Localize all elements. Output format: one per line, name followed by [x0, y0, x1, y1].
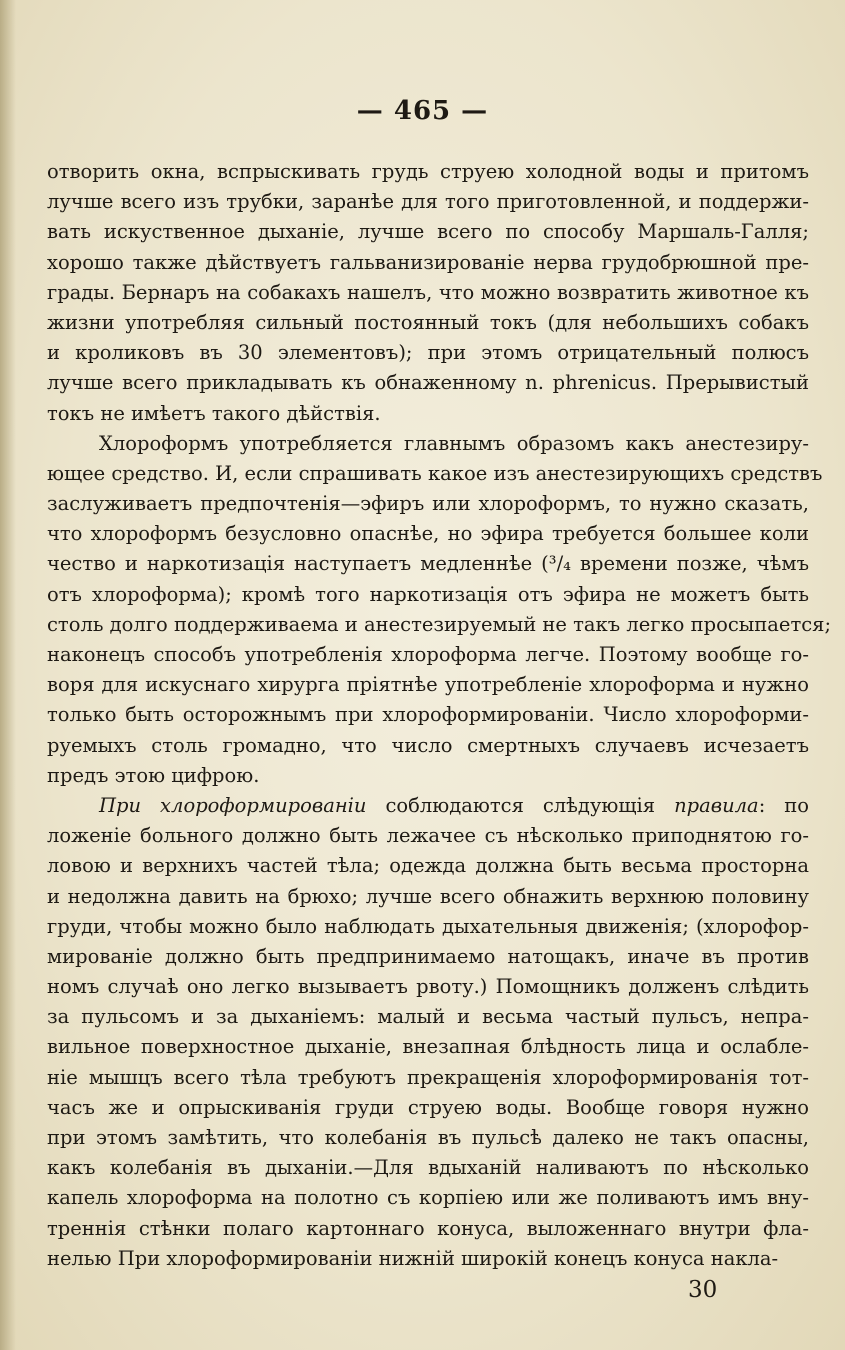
text-line: предъ этою цифрою.	[47, 763, 260, 787]
text-line: какъ колебанія въ дыханіи.—Для вдыханій наливаютъ по нѣсколько	[47, 1156, 809, 1180]
text-line: жизни употребляя сильный постоянный токъ (для небольшихъ собакъ	[47, 310, 809, 334]
text-line: заслуживаетъ предпочтенія—эфиръ или хлороформъ, то нужно сказать,	[47, 492, 809, 516]
paragraph-p3	[47, 791, 809, 1274]
text-line: часъ же и опрыскиванія груди струею воды. Вообще говоря нужно	[47, 1095, 809, 1119]
text-line: мированіе должно быть предпринимаемо натощакъ, иначе въ против	[47, 944, 809, 968]
paragraph-p2	[47, 429, 832, 791]
text-line: При хлороформированіи соблюдаются слѣдующія правила: по	[99, 793, 809, 817]
text-line: ющее средство. И, если спрашивать какое изъ анестезирующихъ средствъ	[47, 461, 823, 485]
text-line: отъ хлороформа); кромѣ того наркотизація отъ эфира не можетъ быть	[47, 582, 809, 606]
text-line: капель хлороформа на полотно съ корпіею или же поливаютъ имъ вну-	[47, 1186, 809, 1210]
text-line: номъ случаѣ оно легко вызываетъ рвоту.) Помощникъ долженъ слѣдить	[47, 975, 809, 999]
page-edge-shadow	[0, 0, 16, 1350]
text-line: воря для искуснаго хирурга пріятнѣе употребленіе хлороформа и нужно	[47, 673, 809, 697]
text-line: чество и наркотизація наступаетъ медленнѣе (³/₄ времени позже, чѣмъ	[47, 552, 809, 576]
text-line: за пульсомъ и за дыханіемъ: малый и весьма частый пульсъ, непра-	[47, 1005, 809, 1029]
text-line: Хлороформъ употребляется главнымъ образомъ какъ анестезиру-	[99, 431, 809, 455]
text-line: грады. Бернаръ на собакахъ нашелъ, что можно возвратить животное къ	[47, 280, 809, 304]
text-line: ложеніе больного должно быть лежачее съ нѣсколько приподнятою го-	[47, 824, 809, 848]
text-line: токъ не имѣетъ такого дѣйствія.	[47, 401, 381, 425]
text-line: лучше всего изъ трубки, заранѣе для того приготовленной, и поддержи-	[47, 190, 809, 214]
text-line: наконецъ способъ употребленія хлороформа легче. Поэтому вообще го-	[47, 643, 809, 666]
text-line: ніе мышцъ всего тѣла требуютъ прекращенія хлороформированія тот-	[47, 1065, 809, 1089]
text-line: при этомъ замѣтить, что колебанія въ пульсѣ далеко не такъ опасны,	[47, 1126, 809, 1149]
text-line: и недолжна давить на брюхо; лучше всего обнажить верхнюю половину	[47, 884, 809, 908]
text-line: нелью При хлороформированіи нижній широкій конецъ конуса накла-	[47, 1246, 779, 1270]
text-line: отворить окна, вспрыскивать грудь струею холодной воды и притомъ	[47, 160, 809, 183]
text-line: лучше всего прикладывать къ обнаженному n. phrenicus. Прерывистый	[47, 371, 809, 395]
text-line: вать искуственное дыханіе, лучше всего по способу Маршаль-Галля;	[47, 220, 809, 244]
text-line: груди, чтобы можно было наблюдать дыхательныя движенія; (хлорофор-	[47, 914, 809, 938]
text-line: хорошо также дѣйствуетъ гальванизированіе нерва грудобрюшной пре-	[47, 250, 809, 274]
text-line: ловою и верхнихъ частей тѣла; одежда должна быть весьма просторна	[47, 854, 809, 878]
text-line: только быть осторожнымъ при хлороформированіи. Число хлороформи-	[47, 703, 809, 727]
emphasis: При хлороформированіи	[99, 793, 367, 817]
text-line: треннія стѣнки полаго картоннаго конуса, выложеннаго внутри фла-	[47, 1216, 809, 1240]
text-line: что хлороформъ безусловно опаснѣе, но эфира требуется большее коли	[47, 522, 809, 546]
emphasis: правила	[674, 793, 759, 817]
text-line: руемыхъ столь громадно, что число смертныхъ случаевъ исчезаетъ	[47, 733, 809, 757]
paragraph-p1	[47, 157, 809, 429]
body-text	[47, 157, 832, 1274]
text-line: столь долго поддерживаема и анестезируемый не такъ легко просыпается;	[47, 612, 832, 636]
text-line: вильное поверхностное дыханіе, внезапная блѣдность лица и ослабле-	[47, 1035, 809, 1059]
page-number: — 465 —	[356, 96, 489, 126]
text-line: и кроликовъ въ 30 элементовъ); при этомъ отрицательный полюсъ	[47, 341, 809, 365]
signature-mark: 30	[688, 1277, 718, 1303]
